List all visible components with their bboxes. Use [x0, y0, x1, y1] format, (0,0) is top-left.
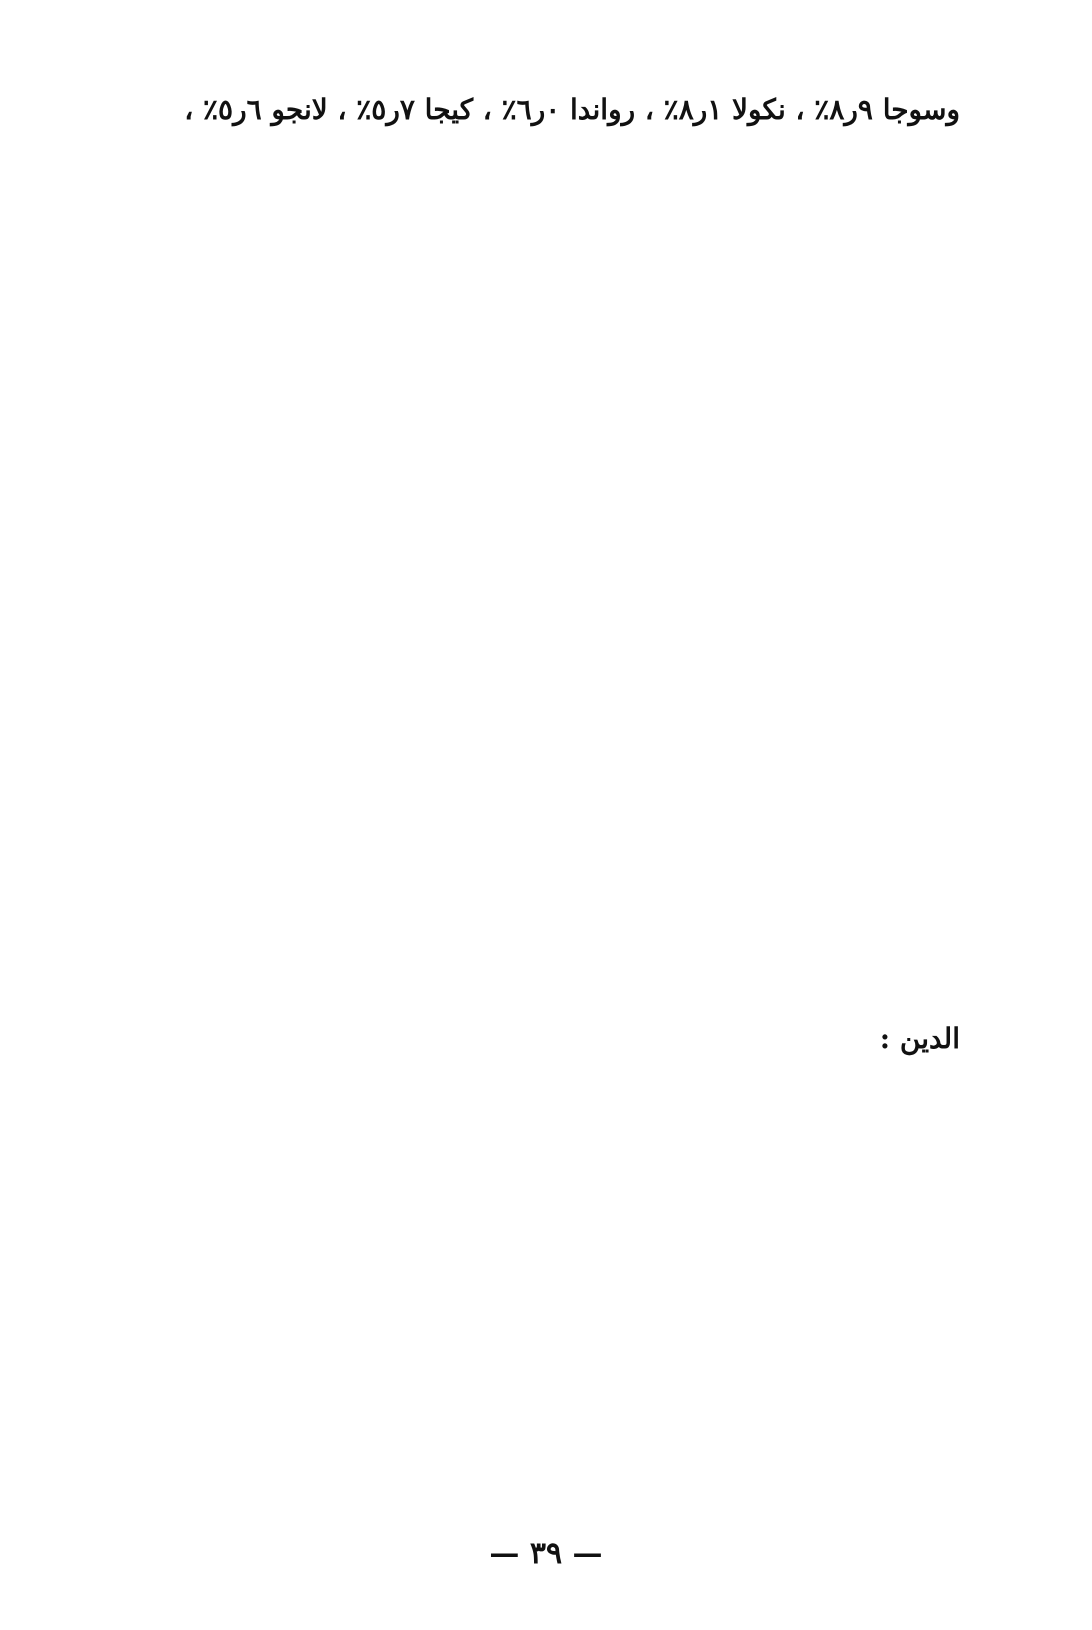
religion-heading: الدين :	[879, 1022, 960, 1055]
page-number: — ٣٩ —	[489, 1536, 603, 1571]
paragraph-1: وسوجا ٩ر٨٪ ، نكولا ١ر٨٪ ، رواندا ٠ر٦٪ ، كيجا ٧ر٥٪ ، لانجو ٦ر٥٪ ،	[184, 93, 960, 126]
